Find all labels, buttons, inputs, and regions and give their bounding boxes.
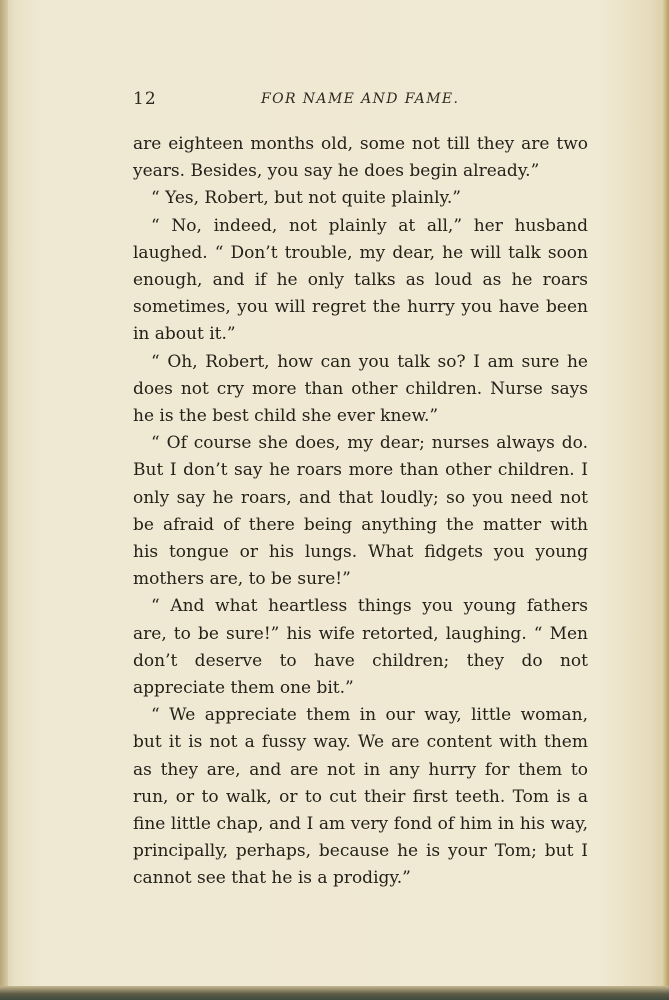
paragraph: are eighteen months old, some not till they are two years. Besides, you say he does begin already.”	[133, 134, 588, 182]
paragraph: “ Of course she does, my dear; nurses always do. But I don’t say he roars more than other children. I only say he roars, and that loudly; so you need not be afraid of there being anything the matter with his tongue or his lungs. What fidgets you young mothers are, to be sure!”	[133, 433, 588, 590]
paragraph: “ And what heartless things you young fathers are, to be sure!” his wife retorted, laughing. “ Men don’t deserve to have children; they do not appreciate them one bit.”	[133, 596, 588, 699]
paragraph: “ No, indeed, not plainly at all,” her husband laughed. “ Don’t trouble, my dear, he will talk soon enough, and if he only talks as loud as he roars sometimes, you will regret the hurry you have been in about it.”	[133, 215, 588, 345]
paragraph: “ Yes, Robert, but not quite plainly.”	[151, 188, 461, 209]
running-title: FOR NAME AND FAME.	[261, 91, 460, 107]
book-spine-edge	[0, 0, 8, 1000]
book-cover-bottom-edge	[0, 986, 669, 1000]
running-head	[133, 89, 588, 111]
page-right-edge	[663, 0, 669, 1000]
paragraph: “ Oh, Robert, how can you talk so? I am sure he does not cry more than other children. Nurse says he is the best child she ever knew.”	[133, 351, 588, 427]
body-text	[133, 131, 588, 893]
paragraph: “ We appreciate them in our way, little woman, but it is not a fussy way. We are content with them as they are, and are not in any hurry for them to run, or to walk, or to cut their first teeth. Tom is a fine little chap, and I am very fond of him in his way, principally, perhaps, because he is your Tom; but I cannot see that he is a prodigy.”	[133, 705, 588, 889]
page-number: 12	[133, 89, 157, 109]
